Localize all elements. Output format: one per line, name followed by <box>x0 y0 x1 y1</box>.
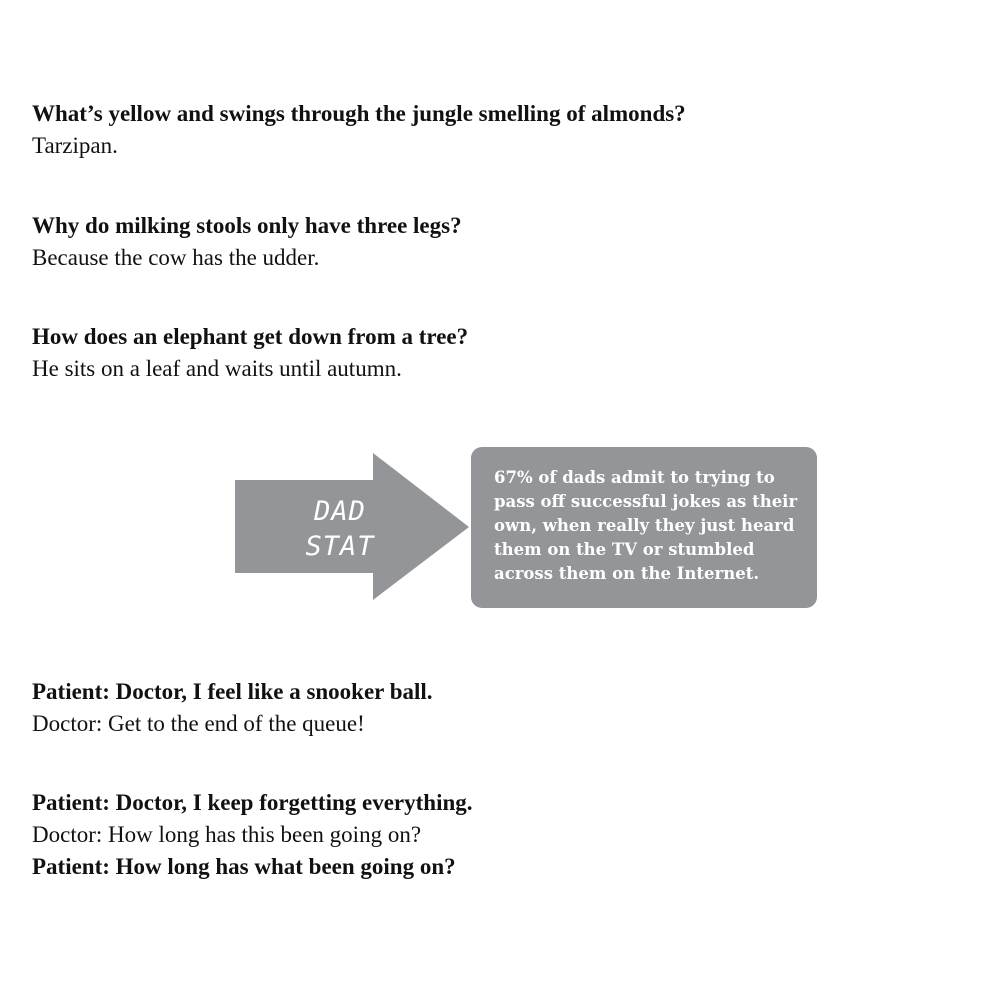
joke-3 <box>32 321 972 385</box>
joke-question: How does an elephant get down from a tree? <box>32 324 469 349</box>
joke-answer: He sits on a leaf and waits until autumn. <box>32 356 402 381</box>
joke-1 <box>32 98 972 162</box>
dad-stat-callout <box>233 446 833 616</box>
dad-stat-text-line: them on the TV or stumbled <box>494 540 755 559</box>
joke-2 <box>32 210 972 274</box>
dad-stat-label-line1: DAD <box>314 496 366 527</box>
joke-answer: Doctor: How long has this been going on? <box>32 822 422 847</box>
joke-followup: Patient: How long has what been going on? <box>32 854 456 879</box>
dad-stat-text-line: 67% of dads admit to trying to <box>494 468 775 487</box>
dad-stat-box <box>471 447 817 608</box>
dad-stat-text-line: across them on the Internet. <box>494 564 760 583</box>
joke-question: Why do milking stools only have three legs? <box>32 213 462 238</box>
joke-question: Patient: Doctor, I keep forgetting everything. <box>32 790 473 815</box>
dad-stat-text-line: pass off successful jokes as their <box>494 492 798 511</box>
dad-stat-label-line2: STAT <box>305 531 375 562</box>
joke-answer: Tarzipan. <box>32 133 118 158</box>
joke-answer: Doctor: Get to the end of the queue! <box>32 711 365 736</box>
joke-4 <box>32 676 972 740</box>
joke-answer: Because the cow has the udder. <box>32 245 320 270</box>
joke-question: What’s yellow and swings through the jungle smelling of almonds? <box>32 101 686 126</box>
dad-stat-text-line: own, when really they just heard <box>494 516 795 535</box>
joke-question: Patient: Doctor, I feel like a snooker ball. <box>32 679 433 704</box>
joke-5 <box>32 787 972 883</box>
